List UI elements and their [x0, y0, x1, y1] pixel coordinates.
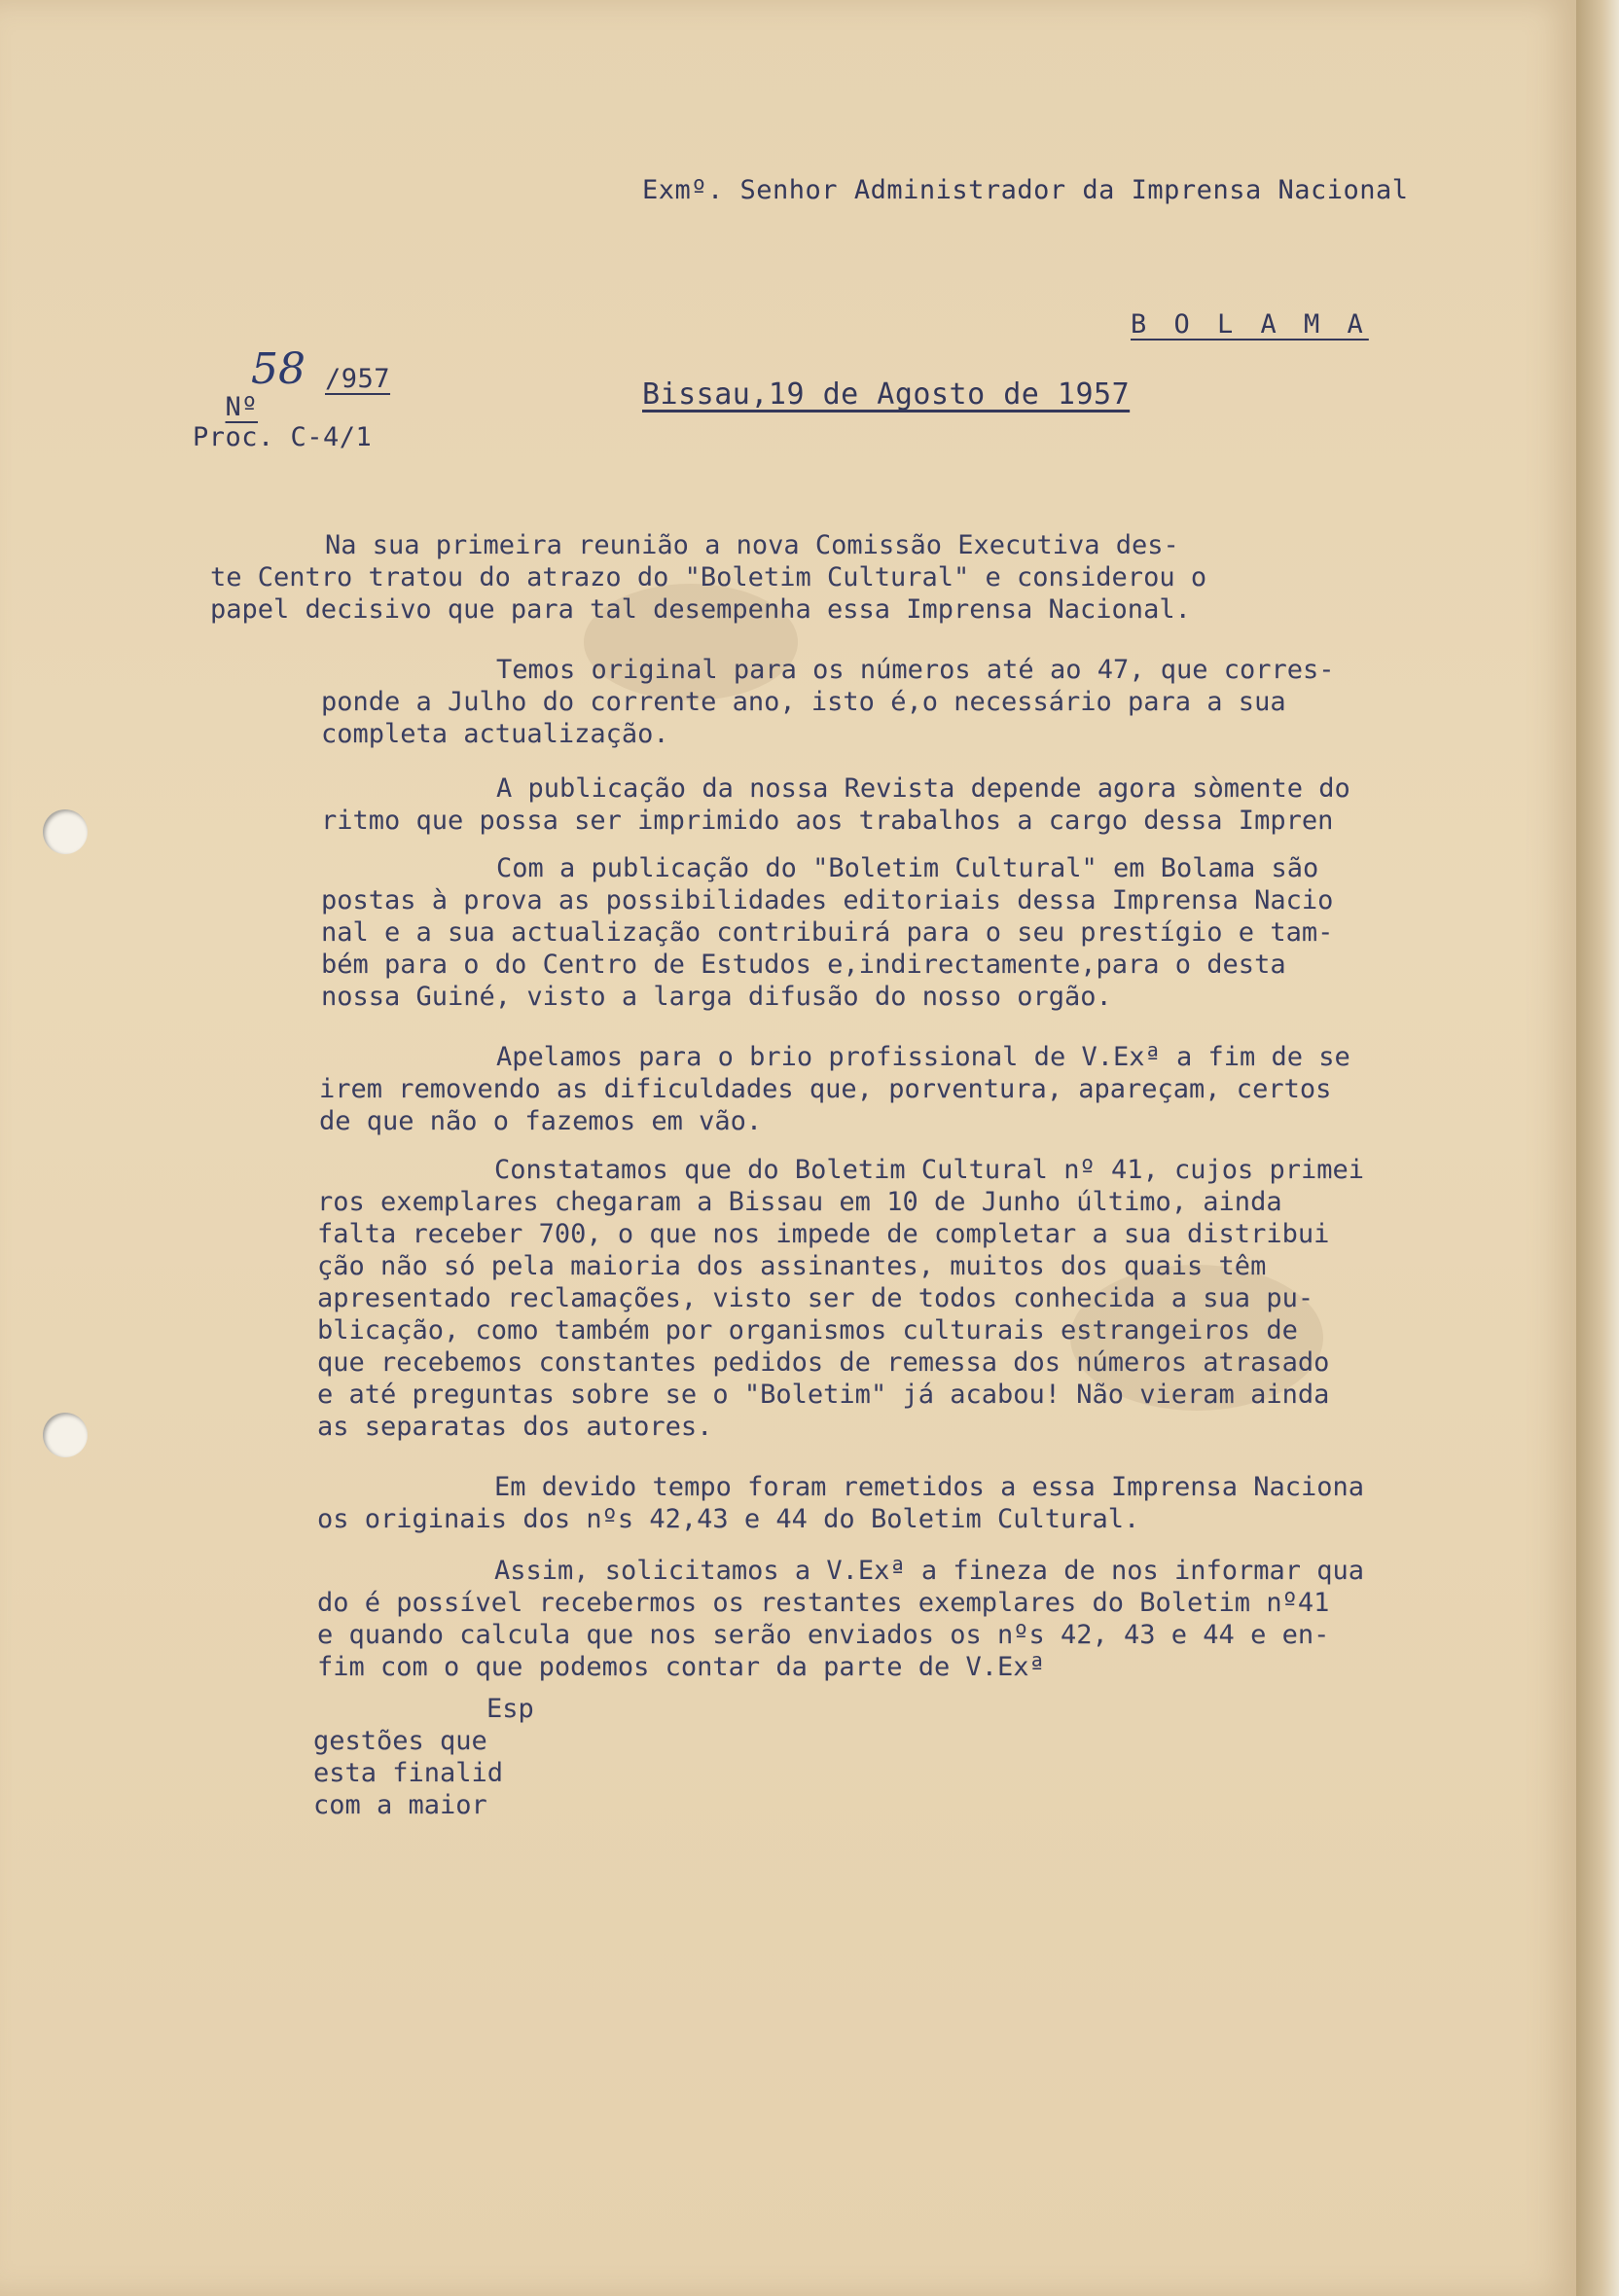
body-line: nossa Guiné, visto a larga difusão do nosso orgão.	[321, 982, 1112, 1012]
body-line: te Centro tratou do atrazo do "Boletim Cultural" e considerou o	[210, 562, 1207, 592]
letter-date: Bissau,19 de Agosto de 1957	[642, 377, 1131, 412]
body-line: Com a publicação do "Boletim Cultural" em Bolama são	[496, 853, 1319, 883]
body-line: ponde a Julho do corrente ano, isto é,o necessário para a sua	[321, 687, 1286, 717]
paragraph-1	[325, 529, 1179, 561]
body-line: postas à prova as possibilidades editoriais dessa Imprensa Nacio	[321, 885, 1334, 915]
body-line: papel decisivo que para tal desempenha essa Imprensa Nacional.	[210, 594, 1191, 625]
body-line: completa actualização.	[321, 719, 669, 749]
paragraph-3	[321, 772, 1350, 837]
reference-year: /957	[325, 364, 391, 394]
body-line: com a maior	[313, 1790, 487, 1820]
paragraph-7	[317, 1471, 1365, 1535]
addressee: Exmº. Senhor Administrador da Imprensa Nacional	[642, 175, 1409, 205]
body-line: bém para o do Centro de Estudos e,indirectamente,para o desta	[321, 950, 1286, 980]
paragraph-9	[313, 1693, 534, 1821]
body-line: Assim, solicitamos a V.Exª a fineza de nos informar qua	[494, 1556, 1365, 1586]
body-line: e quando calcula que nos serão enviados os nºs 42, 43 e 44 e en-	[317, 1620, 1330, 1650]
body-line: esta finalid	[313, 1758, 504, 1788]
body-line: e até preguntas sobre se o "Boletim" já acabou! Não vieram ainda	[317, 1380, 1330, 1410]
reference-prefix: Nº	[225, 392, 259, 422]
body-line: gestões que	[313, 1726, 487, 1756]
body-line: que recebemos constantes pedidos de remessa dos números atrasado	[317, 1347, 1330, 1378]
body-line: blicação, como também por organismos culturais estrangeiros de	[317, 1315, 1298, 1345]
body-line: Apelamos para o brio profissional de V.Exª a fim de se	[496, 1042, 1350, 1072]
body-line: Constatamos que do Boletim Cultural nº 41, cujos primei	[494, 1155, 1365, 1185]
paragraph-4	[321, 852, 1334, 1013]
body-line: do é possível recebermos os restantes exemplares do Boletim nº41	[317, 1588, 1330, 1618]
paragraph-6	[317, 1154, 1365, 1443]
body-line: apresentado reclamações, visto ser de todos conhecida a sua pu-	[317, 1283, 1314, 1313]
page-edge	[1576, 0, 1619, 2296]
body-line: Em devido tempo foram remetidos a essa Imprensa Naciona	[494, 1472, 1365, 1502]
body-line: ção não só pela maioria dos assinantes, muitos dos quais têm	[317, 1251, 1267, 1281]
place-bolama: B O L A M A	[1131, 309, 1369, 340]
reference-number	[193, 362, 258, 422]
body-line: falta receber 700, o que nos impede de completar a sua distribui	[317, 1219, 1330, 1249]
body-line: de que não o fazemos em vão.	[319, 1106, 763, 1136]
process-ref: Proc. C-4/1	[193, 422, 373, 452]
body-line: irem removendo as dificuldades que, porventura, apareçam, certos	[319, 1074, 1332, 1104]
paragraph-2	[321, 654, 1335, 750]
paragraph-1-cont	[210, 561, 1207, 626]
punch-hole-bottom	[43, 1413, 88, 1457]
paragraph-5	[319, 1041, 1350, 1137]
body-line: fim com o que podemos contar da parte de V.Exª	[317, 1652, 1045, 1682]
paragraph-8	[317, 1555, 1365, 1683]
body-line: A publicação da nossa Revista depende agora sòmente do	[496, 773, 1350, 804]
body-line: ritmo que possa ser imprimido aos trabalhos a cargo dessa Impren	[321, 806, 1334, 836]
body-line: Temos original para os números até ao 47, que corres-	[496, 655, 1335, 685]
body-line: ros exemplares chegaram a Bissau em 10 de Junho último, ainda	[317, 1187, 1282, 1217]
body-line: Na sua primeira reunião a nova Comissão Executiva des-	[325, 530, 1179, 560]
handwritten-number: 58	[251, 344, 306, 394]
body-line: nal e a sua actualização contribuirá para o seu prestígio e tam-	[321, 917, 1334, 948]
punch-hole-top	[43, 809, 88, 854]
body-line: Esp	[486, 1694, 534, 1724]
body-line: as separatas dos autores.	[317, 1412, 713, 1442]
body-line: os originais dos nºs 42,43 e 44 do Boletim Cultural.	[317, 1504, 1140, 1534]
